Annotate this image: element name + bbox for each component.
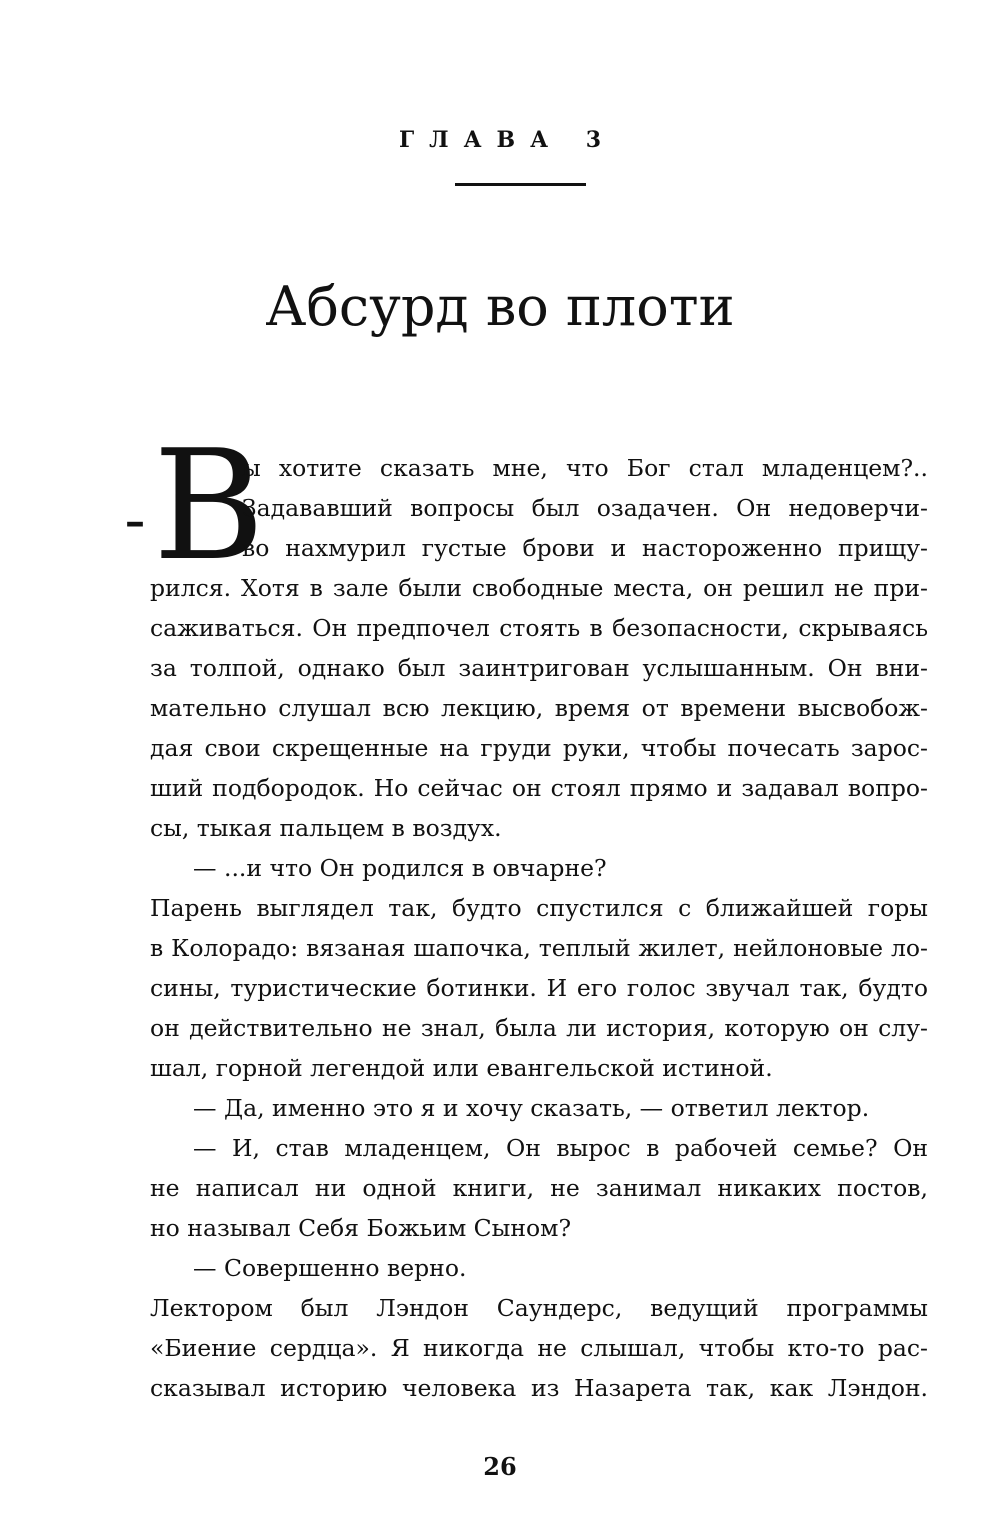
text-line: не написал ни одной книги, не занимал никаких постов, [150,1174,928,1202]
text-line: — ...и что Он родился в овчарне? [193,854,607,882]
chapter-label: ГЛАВА 3 [398,127,617,153]
page-number: 26 [483,1452,517,1481]
drop-cap: В [153,417,265,594]
text-line: Задававший вопросы был озадачен. Он недоверчи- [242,494,928,522]
text-line: он действительно не знал, была ли история, которую он слу- [150,1014,928,1042]
text-line: — Совершенно верно. [193,1254,467,1282]
text-line: саживаться. Он предпочел стоять в безопасности, скрываясь [150,614,928,642]
text-line: рился. Хотя в зале были свободные места, он решил не при- [150,574,928,602]
text-line: Парень выглядел так, будто спустился с ближайшей горы [150,894,928,922]
text-line: за толпой, однако был заинтригован услышанным. Он вни- [150,654,928,682]
chapter-divider [455,183,586,186]
text-line: мательно слушал всю лекцию, время от времени высвобож- [150,694,928,722]
text-line: но называл Себя Божьим Сыном? [150,1214,572,1242]
text-line: сины, туристические ботинки. И его голос звучал так, будто [150,974,928,1002]
chapter-title: Абсурд во плоти [265,275,735,338]
dialogue-dash: – [125,498,145,545]
text-line: сказывал историю человека из Назарета так, как Лэндон. [150,1374,928,1402]
text-line: «Биение сердца». Я никогда не слышал, чтобы кто-то рас- [150,1334,928,1362]
text-line: — Да, именно это я и хочу сказать, — ответил лектор. [193,1094,870,1122]
text-line: во нахмурил густые брови и настороженно прищу- [242,534,928,562]
text-line: ший подбородок. Но сейчас он стоял прямо и задавал вопро- [150,774,928,802]
text-line: — И, став младенцем, Он вырос в рабочей семье? Он [193,1134,928,1162]
text-line: шал, горной легендой или евангельской истиной. [150,1054,773,1082]
text-line: в Колорадо: вязаная шапочка, теплый жилет, нейлоновые ло- [150,934,928,962]
text-line: ы хотите сказать мне, что Бог стал младенцем?.. [242,454,928,482]
text-line: дая свои скрещенные на груди руки, чтобы почесать зарос- [150,734,928,762]
text-line: сы, тыкая пальцем в воздух. [150,814,502,842]
text-line: Лектором был Лэндон Саундерс, ведущий программы [150,1294,928,1322]
